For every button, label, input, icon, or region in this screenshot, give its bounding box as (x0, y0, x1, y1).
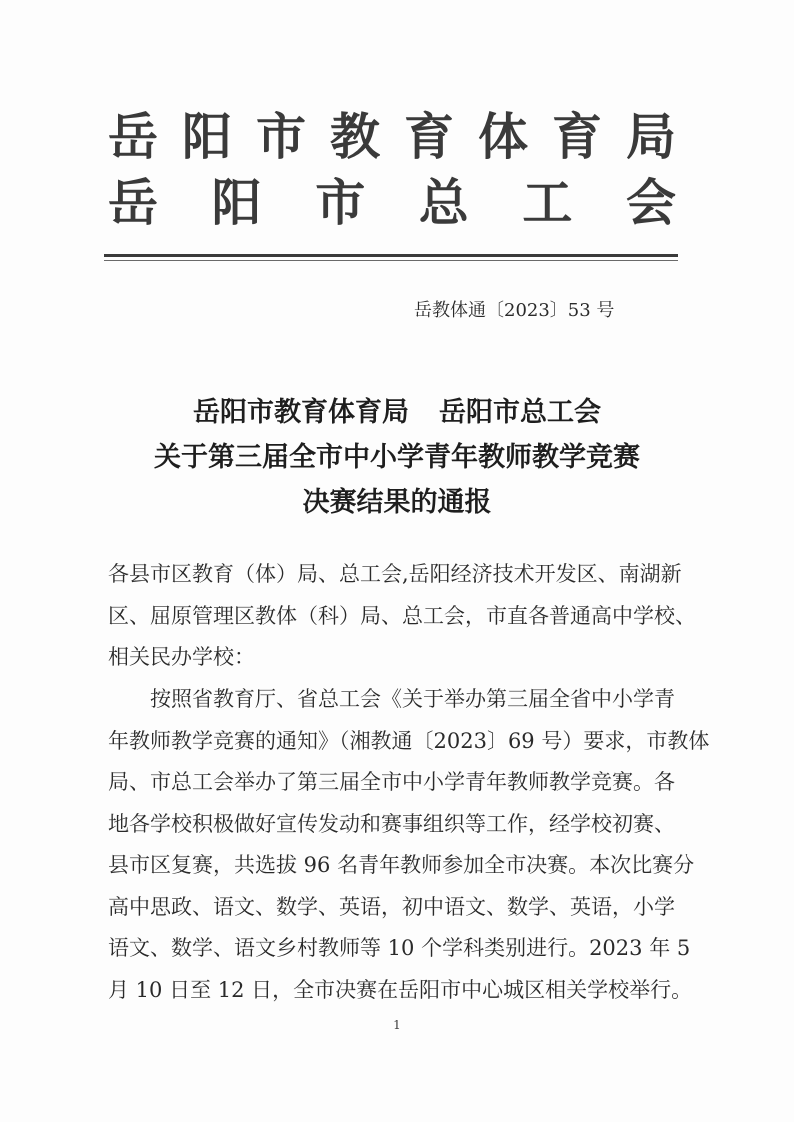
header-divider-thin (104, 260, 678, 261)
paragraph-line: 地各学校积极做好宣传发动和赛事组织等工作，经学校初赛、 (108, 811, 675, 836)
header-char: 岳 (108, 173, 158, 232)
title-line-3: 决赛结果的通报 (302, 487, 492, 518)
salutation-line: 区、屈原管理区教体（科）局、总工会，市直各普通高中学校、 (108, 603, 696, 628)
page-number: 1 (393, 1018, 401, 1032)
header-char: 市 (315, 173, 366, 232)
issuing-org-education-bureau (108, 107, 676, 166)
header-char: 体 (478, 107, 528, 166)
header-char: 育 (404, 107, 454, 166)
header-char: 工 (522, 173, 573, 232)
salutation-line: 相关民办学校： (108, 645, 255, 669)
paragraph-line: 局、市总工会举办了第三届全市中小学青年教师教学竞赛。各 (108, 770, 675, 794)
paragraph-line: 年教师教学竞赛的通知》（湘教通〔2023〕69 号）要求，市教体 (108, 728, 710, 753)
header-char: 育 (552, 107, 602, 166)
salutation (108, 554, 696, 679)
header-char: 局 (626, 107, 676, 166)
paragraph-line: 高中思政、语文、数学、英语，初中语文、数学、英语，小学 (108, 894, 675, 919)
header-char: 阳 (211, 173, 262, 232)
title-line-1 (60, 390, 734, 429)
header-char: 教 (330, 107, 380, 166)
paragraph-line: 县市区复赛，共选拔 96 名青年教师参加全市决赛。本次比赛分 (108, 853, 695, 877)
document-number: 岳教体通〔2023〕53 号 (414, 300, 615, 321)
issuing-org-trade-union (108, 173, 676, 232)
paragraph-line: 语文、数学、语文乡村教师等 10 个学科类别进行。2023 年 5 (108, 936, 691, 960)
title-line-2: 关于第三届全市中小学青年教师教学竞赛 (154, 442, 640, 473)
header-char: 岳 (108, 107, 158, 166)
paragraph-line: 月 10 日至 12 日，全市决赛在岳阳市中心城区相关学校举行。 (108, 977, 693, 1002)
body-paragraph (108, 679, 710, 1011)
header-char: 市 (256, 107, 306, 166)
header-divider-thick (104, 254, 678, 257)
header-char: 会 (625, 173, 676, 232)
title-org-2: 岳阳市总工会 (439, 397, 601, 428)
header-char: 总 (418, 173, 469, 232)
header-char: 阳 (182, 107, 232, 166)
salutation-line: 各县市区教育（体）局、总工会,岳阳经济技术开发区、南湖新 (108, 562, 682, 586)
title-org-1: 岳阳市教育体育局 (193, 397, 409, 428)
paragraph-line: 按照省教育厅、省总工会《关于举办第三届全省中小学青 (150, 687, 675, 711)
